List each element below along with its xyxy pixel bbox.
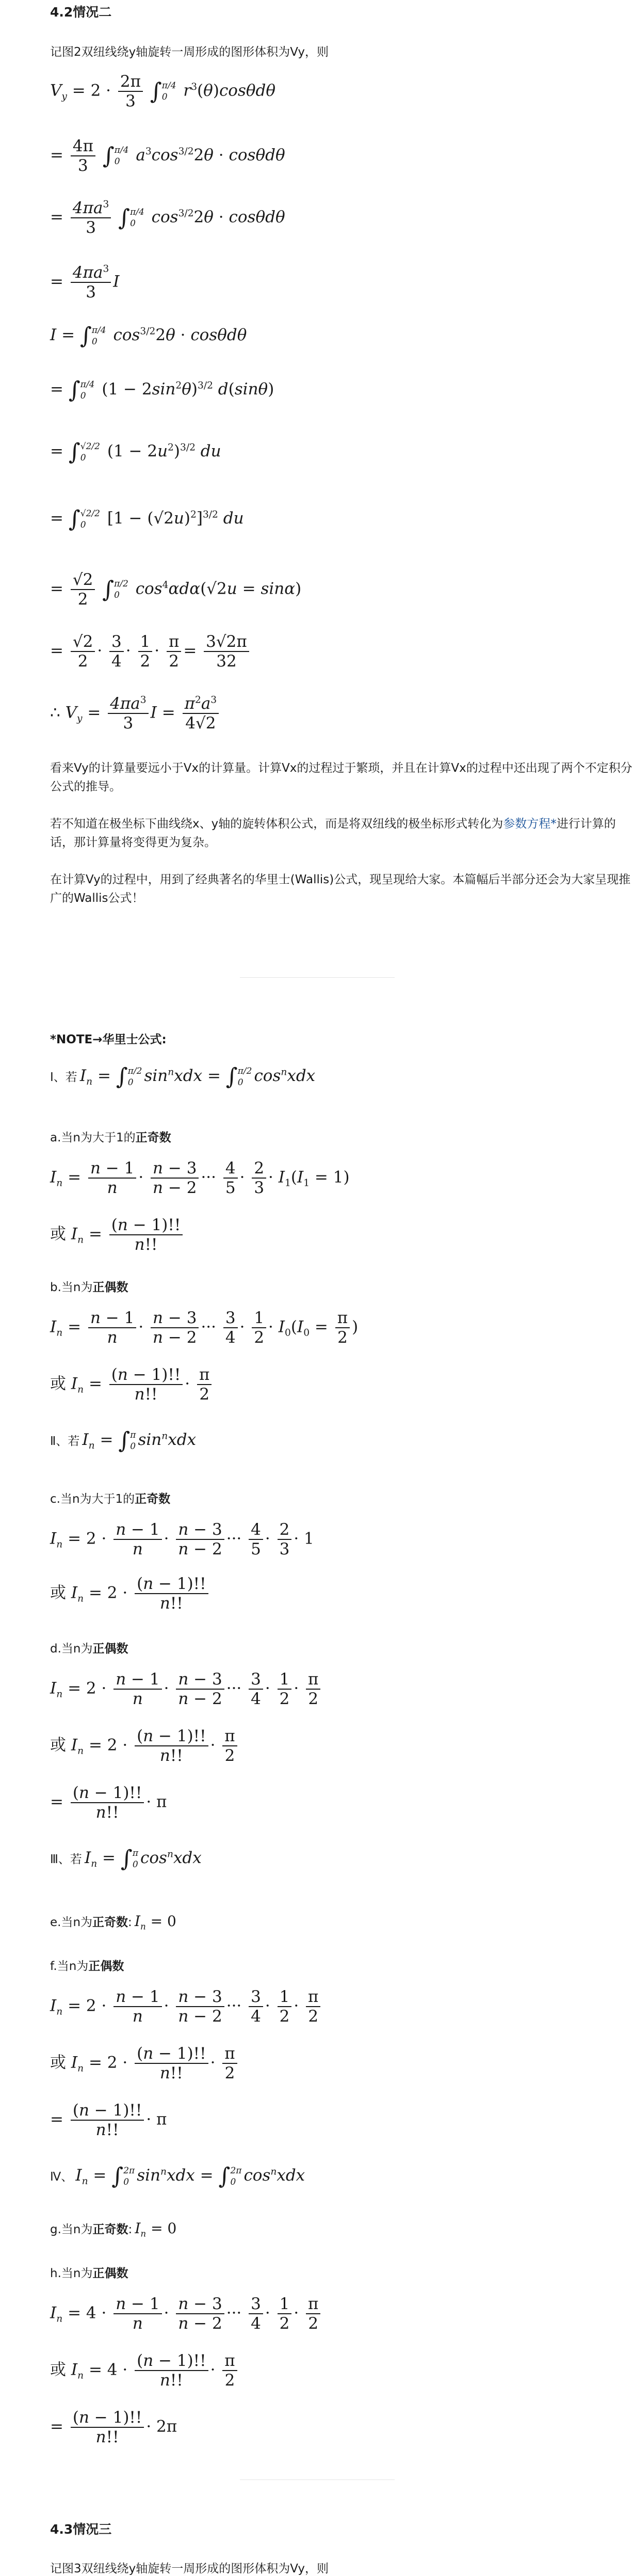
case-label: Ⅳ、	[50, 2170, 73, 2184]
section-43-intro: 记图3双纽线绕y轴旋转一周形成的图形体积为Vy，则	[50, 2562, 329, 2575]
section-43-title: 4.3情况三	[50, 2522, 112, 2537]
equation: = $\frac{4\pi a^3}{3}$ ∫ π/4 0 $\cos^{3/2}2\theta \cdot \cos\theta d\theta$	[50, 199, 285, 237]
equation: 或 $I_n$ = $\frac{(n - 1)!!}{n!!}$ · $\frac{\pi}{2}$	[50, 1365, 214, 1404]
equation: = $\frac{√2}{2}$ · $\frac{3}{4}$ · $\frac{1}{2}$ · $\frac{\pi}{2}$ = $\frac{3√2\pi}{32}$	[50, 632, 251, 671]
link-star: *	[550, 817, 557, 831]
equation: 或 $I_n = 2$ · $\frac{(n - 1)!!}{n!!}$ · $\frac{\pi}{2}$	[50, 2044, 239, 2082]
note-title: *NOTE→华里士公式:	[50, 1033, 167, 1046]
paragraph: 在计算Vy的过程中，用到了经典著名的华里士(Wallis)公式，现呈现给大家。本篇幅后半部分还会为大家呈现推广的Wallis公式！	[50, 873, 631, 905]
equation: = $\frac{(n - 1)!!}{n!!}$ · π	[50, 2101, 167, 2139]
equation: = $\frac{√2}{2}$ ∫ π/2 0 $\cos^4\alpha d\alpha(√2u = \sin\alpha)$	[50, 570, 302, 609]
equation: I = ∫ π/4 0 $\cos^{3/2}2\theta \cdot \cos\theta d\theta$	[50, 323, 247, 349]
case-label: Ⅲ、若	[50, 1853, 82, 1866]
case-label: a.当n为大于1的正奇数	[50, 1131, 171, 1144]
case-label: c.当n为大于1的正奇数	[50, 1492, 171, 1506]
case-2: Ⅱ、若 $I_n$ = ∫ π 0 $\sin^nxdx$	[50, 1427, 197, 1454]
paragraph-text: 进行计算的话，那计算量将变得更为复杂。	[50, 817, 616, 849]
equation: $I_n$ = $\frac{n - 1}{n}$ · $\frac{n - 3}{n - 2}$ ··· $\frac{3}{4}$ · $\frac{1}{2}$ · $I_0(I_0$ = $\frac{\pi}{2}$ )	[50, 1309, 359, 1347]
case-label: d.当n为正偶数	[50, 1642, 128, 1656]
case-label: Ⅰ、若	[50, 1071, 77, 1084]
paragraph-text: 若不知道在极坐标下曲线绕x、y轴的旋转体积公式，而是将双纽线的极坐标形式转化为	[50, 817, 503, 831]
equation: 或 $I_n$ = $\frac{(n - 1)!!}{n!!}$	[50, 1216, 185, 1254]
equation: 或 $I_n = 2$ · $\frac{(n - 1)!!}{n!!}$	[50, 1575, 210, 1613]
case-g: g.当n为正奇数: $I_n = 0$	[50, 2220, 177, 2239]
equation: $I_n = 2$ · $\frac{n - 1}{n}$ · $\frac{n - 3}{n - 2}$ ··· $\frac{3}{4}$ · $\frac{1}{2}$ · $\frac{\pi}{2}$	[50, 1670, 322, 1708]
equation: = ∫ π/4 0 $(1 - 2\sin^2\theta)^{3/2}$ d(sinθ)	[50, 377, 274, 403]
case-label: b.当n为正偶数	[50, 1281, 128, 1294]
equation: = $\frac{(n - 1)!!}{n!!}$ · π	[50, 1784, 167, 1822]
section-42-title: 4.2情况二	[50, 5, 112, 20]
case-e: e.当n为正奇数: $I_n = 0$	[50, 1913, 176, 1932]
case-3: Ⅲ、若 $I_n$ = ∫ π 0 $\cos^nxdx$	[50, 1846, 202, 1872]
paragraph: 看来Vy的计算量要远小于Vx的计算量。计算Vx的过程过于繁琐，并且在计算Vx的过程中还出现了两个不定积分公式的推导。	[50, 761, 632, 793]
equation: $I_n = 2$ · $\frac{n - 1}{n}$ · $\frac{n - 3}{n - 2}$ ··· $\frac{3}{4}$ · $\frac{1}{2}$ · $\frac{\pi}{2}$	[50, 1987, 322, 2026]
section-42-intro: 记图2双纽线绕y轴旋转一周形成的图形体积为Vy，则	[50, 45, 329, 59]
case-4: Ⅳ、 $I_n$ = ∫ 2π 0 $\sin^nxdx$ = ∫ 2π 0 $\cos^nxdx$	[50, 2163, 305, 2189]
equation: 或 $I_n = 4$ · $\frac{(n - 1)!!}{n!!}$ · $\frac{\pi}{2}$	[50, 2351, 239, 2390]
equation: 或 $I_n = 2$ · $\frac{(n - 1)!!}{n!!}$ · $\frac{\pi}{2}$	[50, 1727, 239, 1765]
equation: = $\frac{4\pi}{3}$ ∫ π/4 0 $a^3\cos^{3/2}2\theta \cdot \cos\theta d\theta$	[50, 137, 285, 175]
equation: = $\frac{4\pi a^3}{3}$ I	[50, 263, 120, 301]
divider	[240, 977, 395, 978]
equation: = ∫ √2/2 0 $(1 - 2u^2)^{3/2}$ du	[50, 439, 221, 465]
case-label: f.当n为正偶数	[50, 1960, 124, 1973]
equation: = $\frac{(n - 1)!!}{n!!}$ · 2π	[50, 2408, 177, 2446]
equation: $I_n$ = $\frac{n - 1}{n}$ · $\frac{n - 3}{n - 2}$ ··· $\frac{4}{5}$ · $\frac{2}{3}$ · $I_1(I_1 = 1)$	[50, 1159, 350, 1197]
equation: $I_n = 4$ · $\frac{n - 1}{n}$ · $\frac{n - 3}{n - 2}$ ··· $\frac{3}{4}$ · $\frac{1}{2}$ · $\frac{\pi}{2}$	[50, 2295, 322, 2333]
equation: $V_y = 2$ · $\frac{2\pi}{3}$ ∫ π/4 0 $r^3(\theta)\cos\theta d\theta$	[50, 72, 276, 110]
paragraph	[50, 815, 633, 852]
equation: = ∫ √2/2 0 $[1 - (√2u)^2]^{3/2}$ du	[50, 506, 244, 532]
case-1: Ⅰ、若 $I_n$ = ∫ π/2 0 $\sin^nxdx$ = ∫ π/2 0 $\cos^nxdx$	[50, 1063, 316, 1090]
divider	[240, 2479, 395, 2480]
equation: ∴ $V_y$ = $\frac{4\pi a^3}{3}$ I = $\frac{\pi^2a^3}{4√2}$	[50, 694, 221, 733]
case-label: h.当n为正偶数	[50, 2267, 128, 2280]
parametric-equation-link[interactable]: 参数方程	[503, 817, 551, 831]
equation: $I_n = 2$ · $\frac{n - 1}{n}$ · $\frac{n - 3}{n - 2}$ ··· $\frac{4}{5}$ · $\frac{2}{3}$ · 1	[50, 1520, 314, 1559]
case-label: Ⅱ、若	[50, 1435, 80, 1448]
